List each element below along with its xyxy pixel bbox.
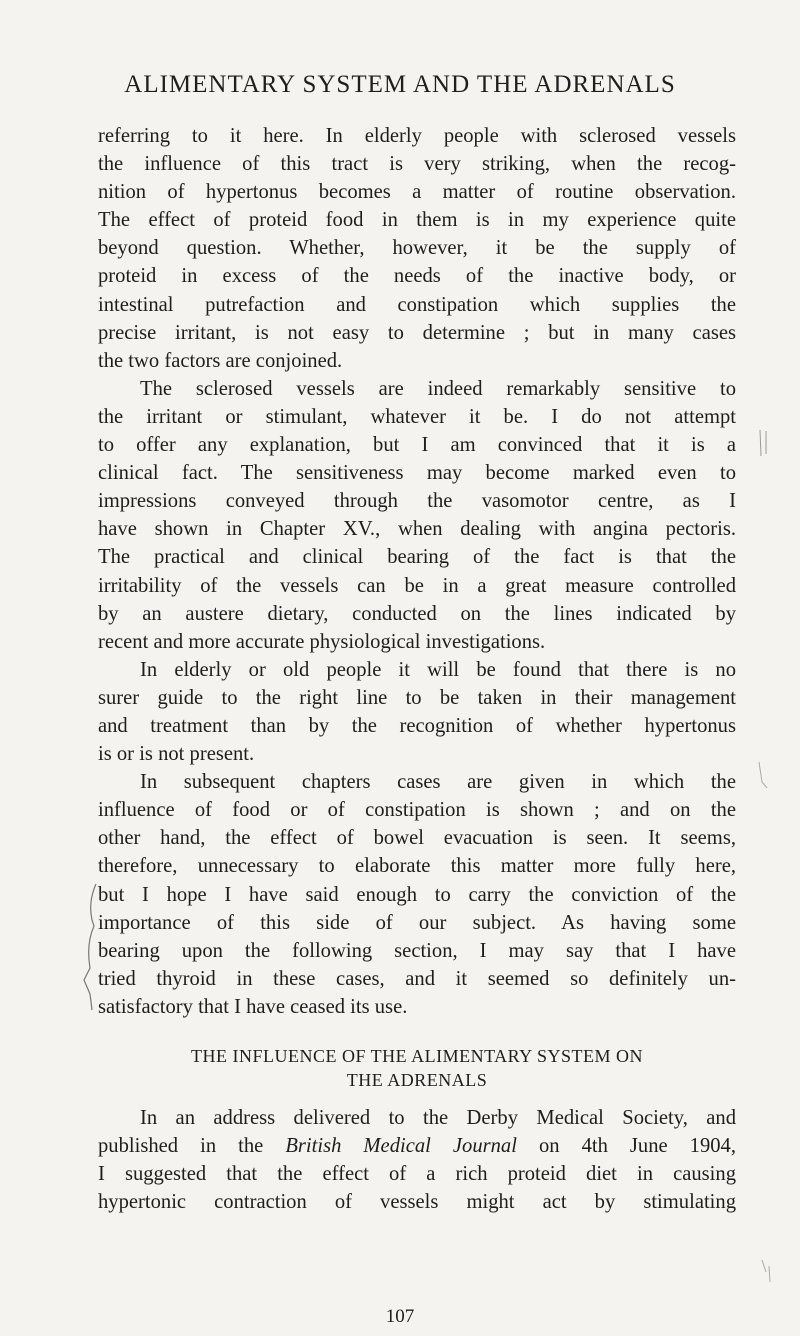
running-header: ALIMENTARY SYSTEM AND THE ADRENALS xyxy=(124,71,676,98)
body-text xyxy=(98,122,736,1021)
text-line: proteid in excess of the needs of the inactive body, or xyxy=(98,265,736,288)
journal-title: British Medical Journal xyxy=(285,1135,517,1158)
text-line: the two factors are conjoined. xyxy=(98,349,343,372)
text-fragment: on 4th June 1904, xyxy=(516,1135,736,1158)
text-line: satisfactory that I have ceased its use. xyxy=(98,995,408,1018)
text-line: importance of this side of our subject. As having some xyxy=(98,911,736,934)
text-line: The effect of proteid food in them is in my experience quite xyxy=(98,209,736,232)
text-line xyxy=(98,1132,736,1160)
text-line: is or is not present. xyxy=(98,743,255,766)
text-line: In an address delivered to the Derby Medical Society, and xyxy=(140,1107,736,1129)
pencil-mark-icon xyxy=(760,1258,774,1284)
text-line: recent and more accurate physiological investigations. xyxy=(98,630,546,653)
text-line: the influence of this tract is very striking, when the recog- xyxy=(98,153,736,176)
text-line: nition of hypertonus becomes a matter of routine observation. xyxy=(98,181,736,204)
pencil-bracket-icon xyxy=(82,882,98,1012)
text-line: other hand, the effect of bowel evacuation is seen. It seems, xyxy=(98,827,736,850)
text-line: therefore, unnecessary to elaborate this matter more fully here, xyxy=(98,855,736,878)
text-line: tried thyroid in these cases, and it seemed so definitely un- xyxy=(98,967,736,990)
text-line: surer guide to the right line to be taken in their management xyxy=(98,686,736,709)
text-line: impressions conveyed through the vasomotor centre, as I xyxy=(98,490,736,513)
text-line: The sclerosed vessels are indeed remarkably sensitive to xyxy=(140,377,736,400)
text-line: hypertonic contraction of vessels might act by stimulating xyxy=(98,1191,736,1214)
section-heading-line: THE ADRENALS xyxy=(346,1070,488,1090)
text-line: In subsequent chapters cases are given in which the xyxy=(140,771,736,794)
paragraph-3 xyxy=(98,656,736,768)
text-line: the irritant or stimulant, whatever it be. I do not attempt xyxy=(98,405,736,428)
paragraph-2 xyxy=(98,375,736,656)
text-line: In elderly or old people it will be found that there is no xyxy=(140,658,736,681)
text-line: bearing upon the following section, I may say that I have xyxy=(98,939,736,962)
section-heading-line: THE INFLUENCE OF THE ALIMENTARY SYSTEM ON xyxy=(190,1046,644,1066)
text-line: irritability of the vessels can be in a great measure controlled xyxy=(98,574,736,597)
paragraph-4 xyxy=(98,768,736,1021)
text-line: precise irritant, is not easy to determine ; but in many cases xyxy=(98,321,736,344)
text-line: influence of food or of constipation is shown ; and on the xyxy=(98,799,736,822)
text-line: clinical fact. The sensitiveness may become marked even to xyxy=(98,462,736,485)
pencil-mark-icon xyxy=(756,760,770,792)
section-heading xyxy=(98,1044,736,1092)
text-line: have shown in Chapter XV., when dealing with angina pectoris. xyxy=(98,518,736,541)
section-body-text xyxy=(98,1104,736,1216)
text-line: beyond question. Whether, however, it be the supply of xyxy=(98,237,736,260)
text-line: I suggested that the effect of a rich proteid diet in causing xyxy=(98,1163,736,1186)
pencil-mark-icon xyxy=(756,428,770,460)
page-number: 107 xyxy=(385,1306,415,1327)
text-line: to offer any explanation, but I am convinced that it is a xyxy=(98,434,736,457)
text-line: intestinal putrefaction and constipation which supplies the xyxy=(98,293,736,316)
text-line: referring to it here. In elderly people with sclerosed vessels xyxy=(98,125,736,147)
text-line: by an austere dietary, conducted on the lines indicated by xyxy=(98,602,736,625)
text-line: and treatment than by the recognition of whether hypertonus xyxy=(98,714,736,737)
text-line: but I hope I have said enough to carry the conviction of the xyxy=(98,883,736,906)
text-fragment: published in the xyxy=(98,1135,286,1158)
paragraph-1 xyxy=(98,122,736,375)
text-line: The practical and clinical bearing of the fact is that the xyxy=(98,546,736,569)
